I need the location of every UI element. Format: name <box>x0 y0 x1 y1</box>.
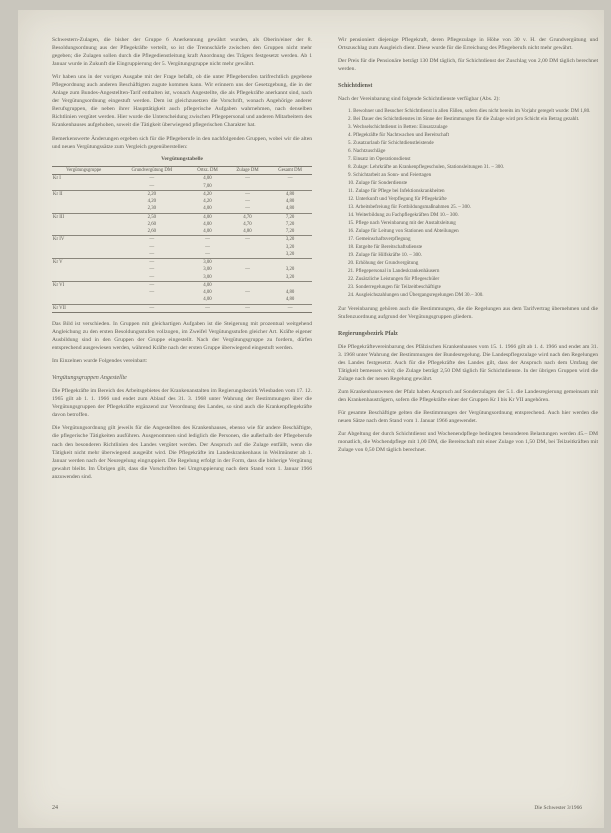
document-page <box>18 10 604 828</box>
table-cell: — <box>149 244 155 250</box>
table-cell: — <box>245 206 250 212</box>
table-cell: — <box>149 251 155 257</box>
list-item: 5. Zusatzurlaub für Schichtdienstleistende <box>348 140 434 147</box>
table-cell: 4,80 <box>268 190 312 198</box>
table-cell: 4,20 <box>188 190 227 198</box>
table-cell: Kr IV <box>52 236 115 244</box>
table-cell: 4,00 <box>188 213 227 221</box>
list-item: 20. Erhöhung der Grundvergütung <box>348 260 419 267</box>
table-cell: Kr III <box>52 213 115 221</box>
table-row <box>52 228 312 236</box>
paragraph: Für gesamte Beschäftigte gelten die Bestimmungen der Vergütungsordnung entsprechend. Auch hier werden die neuen Sätze nach dem Stand vom 1. Januar 1966 angewendet. <box>338 410 598 425</box>
table-cell <box>115 296 188 304</box>
table-cell: 2,60 <box>147 229 157 235</box>
table-cell: — <box>149 183 155 189</box>
table-cell <box>52 205 115 213</box>
list-item: 18. Entgelte für Bereitschaftsdienste <box>348 244 423 251</box>
table-cell <box>52 183 115 191</box>
paragraph: Wir haben uns in der vorigen Ausgabe mit der Frage befaßt, ob die unter Pflegeberufen tarifrechtlich gegebene Pflegeordnung auch anderen Beschäftigten zugute kommen kann. Wir erinnern uns der Gesetzgebung, die in der Anlage zum Bundes-Angestellten-Tarif enthalten ist, wonach Angestellte, die als Pflegekräfte anerkannt sind, nach der Vergütungsordnung eingestuft werden. Dem ist gleichzusetzen die Vorschrift, wonach Angehörige anderer Berufsgruppen, die neben ihrer Haupttätigkeit auch pflegerische Aufgaben wahrnehmen, nach denselben Richtlinien vergütet werden. Hier wurde die Unterscheidung zwischen Pflegepersonal und anderen Mitarbeitern des Krankenhauses aufgehoben, soweit die Tätigkeit überwiegend pflegerischen Charakter hat. <box>52 74 312 129</box>
table-cell: — <box>149 290 155 296</box>
table-cell: 7,20 <box>285 229 295 235</box>
table-cell: Kr I <box>53 176 61 182</box>
table-cell: — <box>268 304 312 312</box>
table-row <box>52 289 312 296</box>
table-row <box>52 221 312 228</box>
table-cell: — <box>188 304 227 312</box>
table-cell: — <box>149 267 155 273</box>
table-cell <box>52 198 115 205</box>
table-cell: — <box>188 236 227 244</box>
paragraph: Zur Vereinbarung gehören auch die Bestimmungen, die die Regelungen aus dem Tarifvertrag übernehmen und die Stufenzuordnung aufgrund der Vergütungsgruppen gliedern. <box>338 305 598 320</box>
table-cell: 4,80 <box>285 206 295 212</box>
paragraph: Zum Krankenhauswesen der Pfalz haben Anspruch auf Sonderzulagen der 5.1. die Landesregierung gemeinsam mit den Krankenhausträgern, sofern die Pflegekräfte einer der Gruppen Kr I bis Kr VII angehören. <box>338 389 598 404</box>
table-row <box>52 190 312 198</box>
table-cell: 7,20 <box>268 213 312 221</box>
table-cell: Kr VI <box>52 281 115 289</box>
table-cell: 4,70 <box>243 221 252 227</box>
paragraph: Zur Abgeltung der durch Schichtdienst und Wochenendpflege bedingten besonderen Belastungen werden 45.– DM monatlich, die Wochendpflege mit 1,00 DM, die Bereitschaft mit einer Zulage von 1,50 DM, bei Teilzeitkräften mit Zulage von 0,50 DM täglich berechnet. <box>338 431 598 454</box>
table-cell: — <box>149 176 155 182</box>
list-item: 16. Zulage für Leitung von Stationen und Abteilungen <box>348 228 459 235</box>
table-header: Zulage DM <box>227 166 268 175</box>
table-cell: Kr VII <box>52 304 115 312</box>
table-cell: 4,00 <box>203 221 212 227</box>
table-cell: 2,60 <box>147 221 157 227</box>
list-item: 17. Gemeinschaftsverpflegung <box>348 236 411 243</box>
list-item: 22. Zusätzliche Leistungen für Pflegeschüler <box>348 276 440 283</box>
list-item: 21. Pflegepersonal in Landeskrankenhäusern <box>348 268 440 275</box>
table-cell: 4,80 <box>285 290 295 296</box>
list-item: 7. Einsatz im Operationsdienst <box>348 156 411 163</box>
list-item: 14. Weiterbildung zu Fachpflegekräften DM 10.– 300. <box>348 212 459 219</box>
table-cell: 4,20 <box>203 199 212 205</box>
table-header: Vergütungsgruppe <box>52 166 115 175</box>
table-row <box>52 251 312 259</box>
table-cell: 3,20 <box>285 267 295 273</box>
table-cell: 4,70 <box>227 213 268 221</box>
table-row <box>52 296 312 304</box>
table-cell: 7,20 <box>285 221 295 227</box>
right-column <box>338 36 598 459</box>
table-cell: — <box>115 281 188 289</box>
table-body <box>52 175 312 313</box>
table-cell: 3,20 <box>285 244 295 250</box>
table-cell <box>52 244 115 251</box>
section-heading: Vergütungsgruppen Angestellte <box>52 375 127 382</box>
table-cell: — <box>245 176 250 182</box>
table-cell: — <box>205 251 210 257</box>
paragraph: Nach der Vereinbarung sind folgende Schichtdienste verfügbar (Abs. 2): <box>338 96 500 103</box>
table-cell: — <box>227 304 268 312</box>
table-cell: — <box>227 236 268 244</box>
table-cell: — <box>115 236 188 244</box>
table-cell: — <box>115 304 188 312</box>
table-cell: — <box>205 244 210 250</box>
list-item: 1. Bewohner und Besucher Schichtdienst in allen Fällen, sofern dies nicht bereits im Vorjahr geregelt wurde: DM 1,80. <box>348 108 591 115</box>
table-cell: — <box>115 259 188 267</box>
table-cell: 4,00 <box>203 176 212 182</box>
table-cell: — <box>245 290 250 296</box>
left-column <box>52 36 312 486</box>
list-item: 10. Zulage für Sonderdienste <box>348 180 408 187</box>
table-cell: 2,50 <box>115 213 188 221</box>
table-cell: 3,00 <box>203 274 212 280</box>
table-cell <box>52 228 115 236</box>
table-header: Grundvergütung DM <box>115 166 188 175</box>
table-cell: 7,00 <box>203 183 212 189</box>
table-row <box>52 198 312 205</box>
paragraph: Die Vergütungsordnung gilt jeweils für die Angestellten des Krankenhauses, ebenso wie für andere Beschäftigte, die pflegerische Tätigkeiten ausführen. Ausgenommen sind lediglich die Personen, die außerhalb der Pflegeberufe nach den besonderen Richtlinien des Landes vergütet werden. Der Anspruch auf die Zulage entfällt, wenn die Tätigkeit nicht mehr überwiegend ausgeübt wird. Die Pflegekräfte im Landeskrankenhaus in Weilmünster ab 1. Januar werden nach der Neuregelung eingruppiert. Die Regelung erfolgt in der Form, dass die bisherige Vergütung gewahrt bleibt. Im Übrigen gilt, dass die Vorschriften bei Umgruppierung nach dem Stand vom 1. Januar 1966 anzuwenden sind. <box>52 425 312 480</box>
table-row <box>52 175 312 183</box>
paragraph: Schwestern-Zulagen, die bisher der Gruppe 6 Anerkennung gewährt wurden, als Oberin/einer der 8. Besoldungsordnung aus der Pflegekräfte verteilt, so ist die Trennschärfe zwischen den Gruppen nicht mehr gegeben; die Zulagen sollen durch die Pflegedienstleitung kraft Anordnung des Trägers festgesetzt werden. Ab 1 Januar wurde in Zukunft die Eingruppierung der 5. Vergütungsgruppe nicht mehr gewährt. <box>52 37 312 68</box>
table-cell: 3,20 <box>285 251 295 257</box>
table-header-row <box>52 166 312 175</box>
list-item: 19. Zulage für Hilfskräfte 10. – 300. <box>348 252 422 259</box>
table-cell: — <box>245 267 250 273</box>
table-cell: 3,00 <box>188 259 227 267</box>
table-cell: 4,00 <box>188 281 227 289</box>
table-cell <box>227 244 268 251</box>
paragraph: Die Pflegekräftevereinbarung des Pfälzischen Krankenhauses vom 15. 1. 1966 gilt ab 1. 4. 1966 und endet am 31. 3. 1968 unter Wahrung der Bestimmungen der Bundesregelung. Die Landespflegezulage wird nach den Regelungen des Landes festgesetzt. Auch für die Pflegekräfte des Landes gilt, dass der Anspruch nach dem Umfang der Tätigkeit bemessen wird; die Zulage beträgt 2,50 DM täglich für Schichtdienste. In der übrigen Gruppen wird die Zulage nach der neuen Regelung gewährt. <box>338 343 598 383</box>
table-cell <box>227 183 268 191</box>
table-cell <box>52 251 115 259</box>
table-caption: Vergütungstabelle <box>161 155 203 162</box>
section-heading: Schichtdienst <box>338 83 373 90</box>
list-item: 23. Sonderregelungen für Teilzeitbeschäftigte <box>348 284 441 291</box>
list-item: 4. Pflegekräfte für Nachtwachen und Bereitschaft <box>348 132 449 139</box>
table-row <box>52 266 312 273</box>
table-cell: 4,00 <box>203 297 212 303</box>
table-cell <box>268 183 312 191</box>
table-cell <box>227 251 268 259</box>
table-cell: 3,20 <box>268 236 312 244</box>
table-cell: 4,80 <box>285 199 295 205</box>
table-row <box>52 274 312 282</box>
paragraph: Im Einzelnen wurde Folgendes vereinbart: <box>52 358 148 365</box>
table-cell <box>227 281 268 289</box>
table-cell: 4,00 <box>203 206 212 212</box>
table-cell: 2,30 <box>147 206 157 212</box>
table-cell <box>52 274 115 282</box>
list-item: 15. Pflege nach Vereinbarung mit der Anstaltsleitung <box>348 220 456 227</box>
table-cell: 4,00 <box>203 290 212 296</box>
paragraph: Wir pensioniert diejenige Pflegekraft, deren Pflegezulage in Höhe von 30 v. H. der Grundvergütung und Ortszuschlag zum Ausgleich dient. Diese wurde für die Erreichung des Pflegeberufs nicht mehr gewährt. <box>338 37 598 52</box>
table-cell <box>52 266 115 273</box>
list-item: 13. Arbeitsbefreiung für Fortbildungsmaßnahmen 25. – 300. <box>348 204 471 211</box>
table-cell: 4,80 <box>243 229 252 235</box>
table-row <box>52 236 312 244</box>
table-cell <box>227 274 268 282</box>
table-cell: Kr II <box>52 190 115 198</box>
table-row <box>52 304 312 312</box>
table-cell: 4,80 <box>285 297 295 303</box>
table-cell: 4,20 <box>147 199 157 205</box>
table-cell <box>268 281 312 289</box>
table-cell: — <box>227 190 268 198</box>
paragraph: Das Bild ist verschieden. In Gruppen mit gleichartigen Aufgaben ist die Steigerung mit prozentual weitgehend Angleichung zu den ersten Besoldungsstufen vollzogen, im Zweifel Vergütungsstufen gleicher Art. Kräfte eigener Ausbildung sind in den Gruppen der Gruppe eingestellt. Nach der Vergütungsgruppe zu fordern, dürfen entsprechend ausgewiesen werden, während Kräfte nach der ersten Gruppe überwiegend eingestuft werden. <box>52 320 312 352</box>
journal-reference: Die Schwester 3/1966 <box>534 805 582 811</box>
table-cell: — <box>245 199 250 205</box>
table-cell: 3,20 <box>285 274 295 280</box>
table-cell: 2,20 <box>115 190 188 198</box>
numbered-list <box>338 108 598 298</box>
list-item: 8. Zulage: Lehrkräfte an Krankenpflegeschulen, Stationsleitungen 31. – 300. <box>348 164 505 171</box>
list-item: 24. Ausgleichszahlungen und Übergangsregelungen DM 30.– 300. <box>348 292 484 299</box>
table-row <box>52 244 312 251</box>
table-cell: — <box>287 176 293 182</box>
list-item: 12. Unterkunft und Verpflegung für Pflegekräfte <box>348 196 447 203</box>
table-cell <box>268 259 312 267</box>
table-row <box>52 259 312 267</box>
paragraph: Bemerkenswerte Änderungen ergeben sich für die Pflegeberufe in den nachfolgenden Gruppen, wobei wir die alten und neuen Vergütungssätze zum Vergleich gegenüberstellen: <box>52 135 312 150</box>
table-cell: — <box>149 274 155 280</box>
table-cell: 4,00 <box>203 229 212 235</box>
list-item: 6. Nachtzuschläge <box>348 148 386 155</box>
table-row <box>52 213 312 221</box>
table-row <box>52 281 312 289</box>
table-cell <box>52 289 115 296</box>
table-header: Gesamt DM <box>268 166 312 175</box>
table-cell <box>227 296 268 304</box>
section-heading: Regierungsbezirk Pfalz <box>338 330 398 337</box>
paragraph: Die Pflegekräfte im Bereich des Arbeitsgebietes der Krankenanstalten im Regierungsbezirk Wiesbaden vom 17. 12. 1965 gilt ab 1. 1. 1966 und endet zum Ablauf des 31. 3. 1968 unter Wahrung der Bestimmungen über die Vergütungsgruppen der Pflegekräfte ergänzend zur Verordnung des Landes, so sind auch die Krankenpflegekräfte davon betroffen. <box>52 388 312 419</box>
list-item: 3. Wechselschichtdienst in Betten: Einsatzzulage <box>348 124 448 131</box>
list-item: 11. Zulage für Pflege bei Infektionskrankheiten <box>348 188 445 195</box>
table-row <box>52 183 312 191</box>
table-cell: Kr V <box>52 259 115 267</box>
table-row <box>52 205 312 213</box>
table-cell: 3,00 <box>203 267 212 273</box>
table-header: Ortsz. DM <box>188 166 227 175</box>
paragraph: Der Preis für die Pensionäre beträgt 130 DM täglich, für Schichtdienst der Zuschlag von 2,00 DM täglich berechnet werden. <box>338 58 598 73</box>
salary-table <box>52 156 312 313</box>
table-cell <box>52 221 115 228</box>
table-cell <box>52 296 115 304</box>
page-number: 24 <box>52 805 58 811</box>
table-cell <box>227 259 268 267</box>
list-item: 9. Schichtarbeit an Sonn- und Feiertagen <box>348 172 432 179</box>
list-item: 2. Bei Dauer des Schichtdienstes im Sinne der Bestimmungen für die Zulage wird pro Schicht ein Betrag gezahlt. <box>348 116 580 123</box>
